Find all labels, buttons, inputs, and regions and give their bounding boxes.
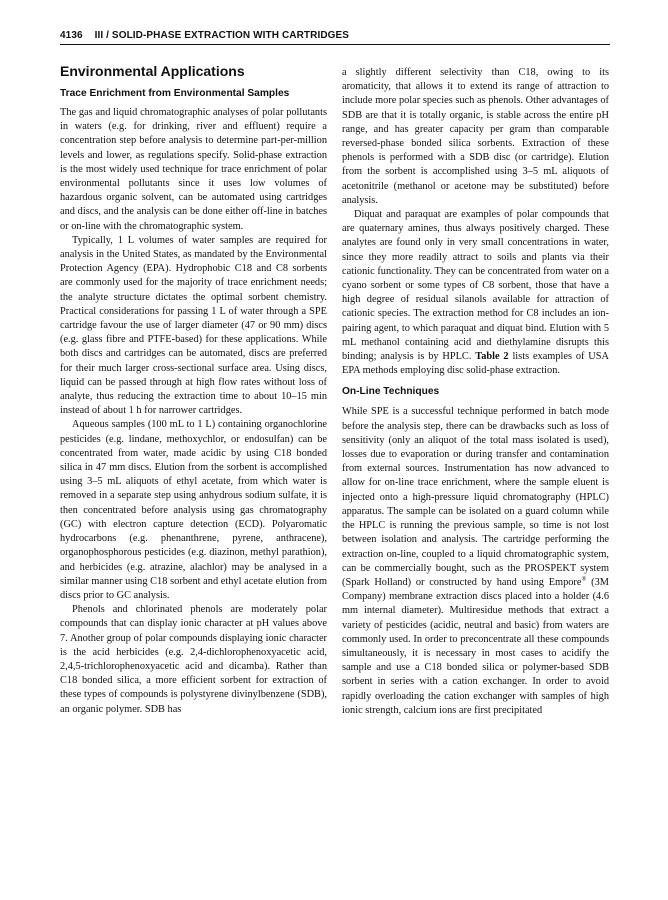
table-2-reference[interactable]: Table 2 — [475, 351, 509, 363]
left-column — [60, 62, 327, 717]
running-title: III / SOLID-PHASE EXTRACTION WITH CARTRIDGES — [94, 30, 350, 41]
paragraph-7-text-b: (3M Company) membrane extraction discs placed into a holder (4.6 mm internal diameter). Multiresidue methods that extract a variety of pesticides (acidic, neutral and basic) from waters are commonly used. In order to preconcentrate all these compounds simultaneously, it is necessary in most cases to acidify the sample and use a C18 bonded silica or polymer-based SDB sorbent in series with a cation exchanger. In order to avoid rapidly overloading the cation exchanger with samples of high ionic strength, calcium ions are first precipitated — [342, 576, 609, 716]
running-head — [60, 30, 610, 41]
right-column — [342, 66, 609, 718]
paragraph-2: Typically, 1 L volumes of water samples are required for analysis in the United States, as mandated by the Environmental Protection Agency (EPA). Hydrophobic C18 and C8 sorbents are commonly used for the majority of trace enrichment needs; the analyte structure dictates the optimal sorbent chemistry. Practical considerations for passing 1 L of water through a SPE cartridge favour the use of larger diameter (47 or 90 mm) discs (e.g. glass fibre and PTFE-based) for these applications. While both discs and cartridges can be automated, discs are preferred for their much larger cross-sectional surface area. Using discs, liquid can be passed through at high flow rates without loss of analyte, thus reducing the extraction time to about 10–15 min instead of about 1 h for narrower cartridges. — [60, 234, 327, 417]
paragraph-4: Phenols and chlorinated phenols are moderately polar compounds that can display ionic character at pH values above 7. Another group of polar compounds displaying ionic character is the acid herbicides (e.g. 2,4-dichlorophenoxyacetic acid, 2,4,5-trichlorophenoxyacetic acid and dicamba). Rather than C18 bonded silica, a more efficient sorbent for extraction of these types of compounds is polystyrene divinylbenzene (SDB), an organic polymer. SDB has — [60, 604, 327, 715]
header-rule — [60, 44, 610, 45]
paragraph-1: The gas and liquid chromatographic analyses of polar pollutants in waters (e.g. for drinking, river and effluent) require a concentration step before analysis to determine part-per-million levels and lower, as regulations specify. Solid-phase extraction is the most widely used technique for trace enrichment of polar environmental pollutants since it uses low volumes of hazardous organic solvent, can be automated using cartridges and discs, and the analysis can be done either off-line in batches or on-line with the chromatographic system. — [60, 107, 327, 232]
subsection-title-trace-enrichment: Trace Enrichment from Environmental Samples — [60, 88, 290, 99]
paragraph-7-text-a: While SPE is a successful technique performed in batch mode before the analysis step, there can be drawbacks such as loss of sensitivity (only an aliquot of the total mass isolated is used), losses due to evaporation or during transfer and contamination from external sources. Instrumentation has now advanced to allow for on-line trace enrichment, where the sample eluent is injected onto a high-pressure liquid chromatography (HPLC) apparatus. The sample can be isolated on a guard column while the HPLC is running the previous sample, so time is not lost between isolation and analysis. The cartridge performing the extraction on-line, coupled to a liquid chromatographic system, can be commercially bought, such as the PROSPEKT system (Spark Holland) or constructed by hand using Empore — [342, 406, 609, 588]
paragraph-6 — [342, 208, 609, 378]
subsection-title-online: On-Line Techniques — [342, 386, 440, 398]
section-title: Environmental Applications — [60, 63, 245, 79]
paragraph-7 — [342, 405, 609, 717]
paragraph-5: a slightly different selectivity than C18, owing to its aromaticity, that allows it to extend its range of attraction to include more polar species such as phenols. Other advantages of SDB are that it is totally organic, is stable across the entire pH range, and has greater capacity per gram than comparable reversed-phase bonded silica sorbents. Extraction of these phenols is performed with a SDB disc (or cartridge). Elution from the sorbent is accomplished using 3–5 mL aliquots of acetonitrile (methanol or acetone may be substituted) before analysis. — [342, 67, 609, 206]
paragraph-3: Aqueous samples (100 mL to 1 L) containing organochlorine pesticides (e.g. lindane, methoxychlor, or endosulfan) can be concentrated from water, made acidic by using C18 bonded silica in 47 mm discs. Elution from the sorbent is accomplished using 3–5 mL aliquots of ethyl acetate, from which water is removed in a separate step using anhydrous sodium sulfate, it is then concentrated before analysis using gas chromatography (GC) with electron capture detection (ECD). Polyaromatic hydrocarbons (e.g. phenanthrene, pyrene, anthracene), organophosphorous pesticides (e.g. diazinon, methyl parathion), and herbicides (e.g. atrazine, alachlor) may be analysed in a similar manner using C18 sorbent and ethyl acetate elution from discs prior to GC analysis. — [60, 419, 327, 601]
paragraph-6-text-a: Diquat and paraquat are examples of polar compounds that are quaternary amines, thus always positively charged. These analytes are found only in very small concentrations in water, since they more readily attract to soils and plants via their cationic functionality. They can be concentrated from water on a cyano sorbent or some types of C8 sorbent, those that have a high degree of residual silanols available for attraction of cationic species. The extraction method for C8 includes an ion-pairing agent, to which paraquat and diquat bind. Elution with 5 mL methanol containing acid and diethylamine disrupts this binding; analysis is by HPLC. — [342, 209, 609, 363]
paragraph-6-text-b: lists examples of USA EPA methods employing disc solid-phase extraction. — [342, 351, 609, 377]
registered-mark: ® — [581, 575, 587, 583]
page-number: 4136 — [60, 30, 83, 41]
